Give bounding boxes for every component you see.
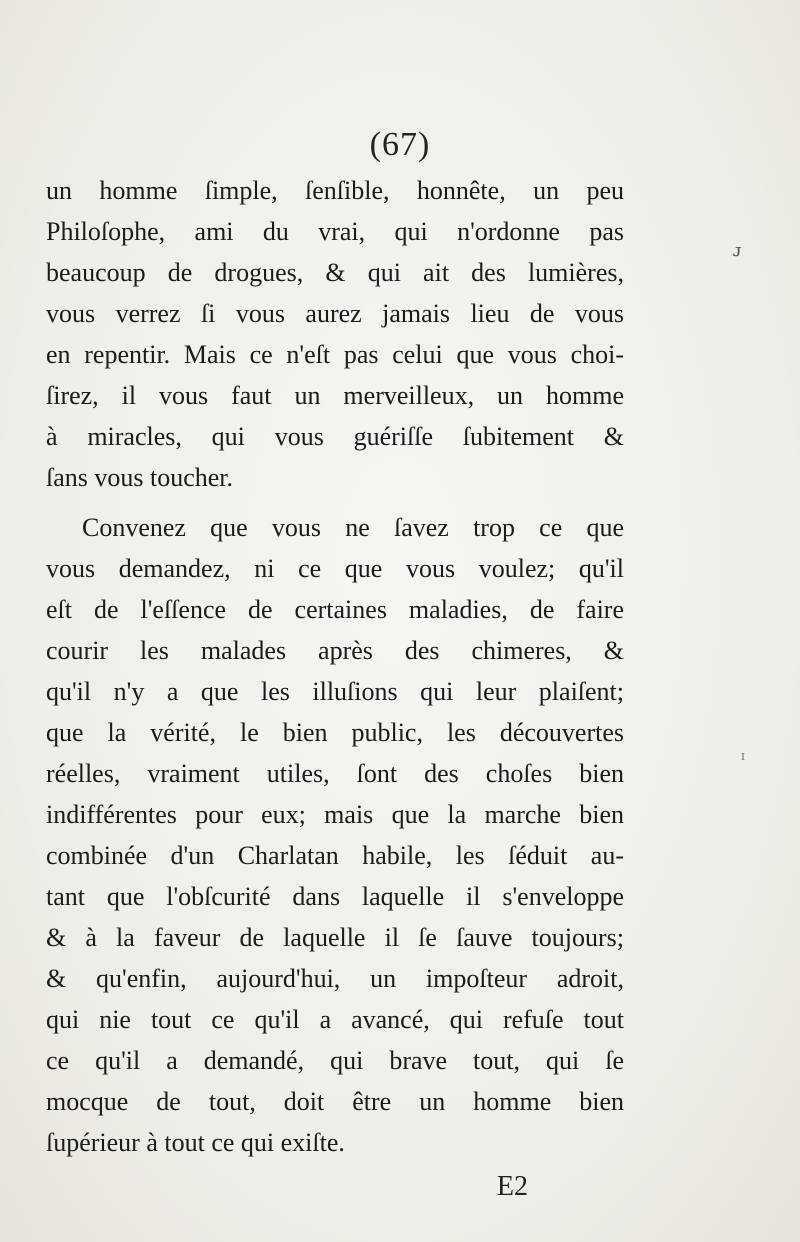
- text-line: indifférentes pour eux; mais que la marche bien: [46, 800, 624, 829]
- margin-mark: ᴊ: [733, 240, 742, 261]
- text-line: que la vérité, le bien public, les découvertes: [46, 718, 624, 747]
- margin-mark: ᴵ: [741, 750, 745, 769]
- text-line: & à la faveur de laquelle il ſe ſauve toujours;: [46, 923, 624, 952]
- text-line: Convenez que vous ne ſavez trop ce que: [82, 513, 624, 542]
- text-line: en repentir. Mais ce n'eſt pas celui que vous choi-: [46, 340, 624, 369]
- signature-mark: E2: [496, 1171, 528, 1202]
- text-line: ſirez, il vous faut un merveilleux, un homme: [46, 381, 624, 410]
- text-line: à miracles, qui vous guériſſe ſubitement &: [46, 422, 624, 451]
- text-line: vous verrez ſi vous aurez jamais lieu de vous: [46, 299, 624, 328]
- text-line: ſupérieur à tout ce qui exiſte.: [46, 1128, 345, 1157]
- text-line: courir les malades après des chimeres, &: [46, 636, 624, 665]
- text-line: beaucoup de drogues, & qui ait des lumières,: [46, 258, 624, 287]
- text-line: vous demandez, ni ce que vous voulez; qu'il: [46, 554, 624, 583]
- text-line: ce qu'il a demandé, qui brave tout, qui ſe: [46, 1046, 624, 1075]
- text-line: réelles, vraiment utiles, ſont des choſes bien: [46, 759, 624, 788]
- text-line: qu'il n'y a que les illuſions qui leur plaiſent;: [46, 677, 624, 706]
- text-line: ſans vous toucher.: [46, 463, 234, 492]
- page-number: (67): [369, 126, 431, 163]
- text-line: tant que l'obſcurité dans laquelle il s'enveloppe: [46, 882, 624, 911]
- text-line: combinée d'un Charlatan habile, les ſéduit au-: [46, 841, 624, 870]
- paragraph-2: [46, 507, 624, 1163]
- text-line: eſt de l'eſſence de certaines maladies, de faire: [46, 595, 624, 624]
- text-line: Philoſophe, ami du vrai, qui n'ordonne pas: [46, 217, 624, 246]
- text-line: un homme ſimple, ſenſible, honnête, un peu: [46, 176, 624, 205]
- text-line: mocque de tout, doit être un homme bien: [46, 1087, 624, 1116]
- paragraph-1: [46, 170, 624, 498]
- text-line: qui nie tout ce qu'il a avancé, qui refuſe tout: [46, 1005, 624, 1034]
- body-text: [46, 170, 624, 1163]
- text-line: & qu'enfin, aujourd'hui, un impoſteur adroit,: [46, 964, 624, 993]
